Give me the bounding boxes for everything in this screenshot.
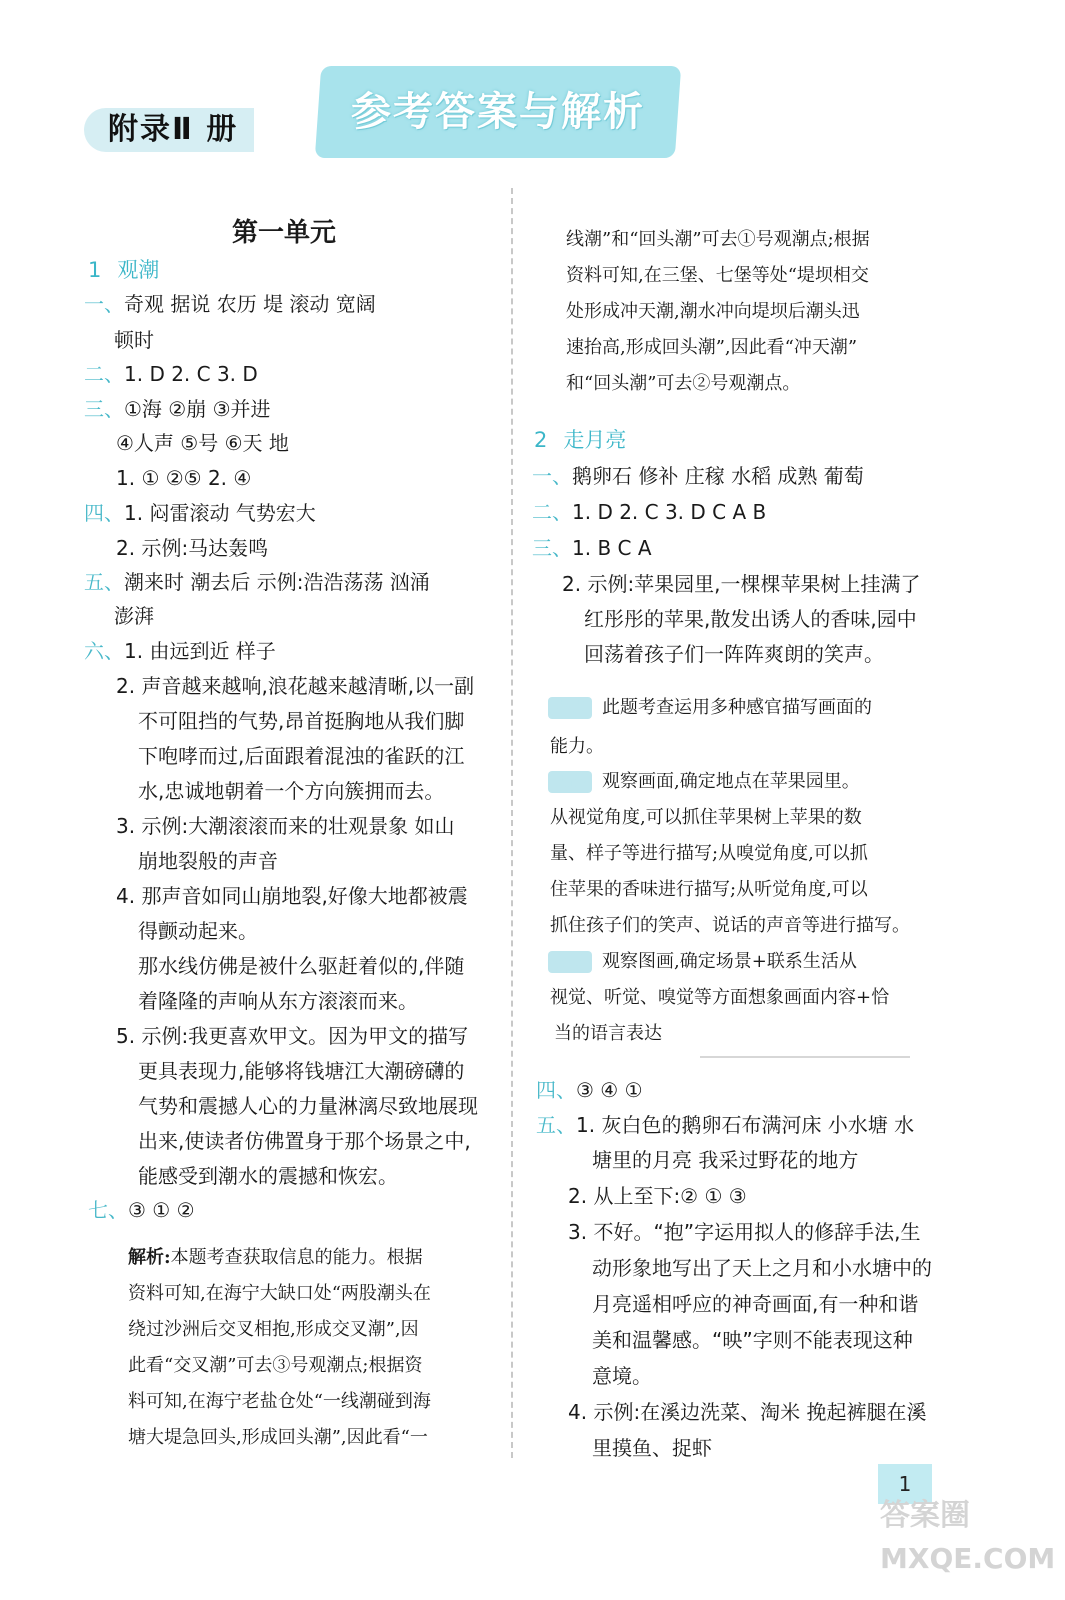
answer-line	[88, 1192, 195, 1228]
answer-text: ③ ④ ①	[576, 1078, 643, 1102]
answer-line: 2. 示例:苹果园里,一棵棵苹果树上挂满了	[562, 572, 921, 596]
lesson-title: 观潮	[117, 258, 160, 282]
note-line: 住苹果的香味进行描写;从听觉角度,可以	[550, 879, 868, 900]
gongshi-tag: 公式	[548, 951, 592, 973]
answer-line: 意境。	[592, 1364, 652, 1388]
answer-text: 鹅卵石 修补 庄稼 水稻 成熟 葡萄	[572, 464, 864, 488]
analysis-line	[128, 1240, 423, 1276]
note-line	[548, 690, 872, 726]
answer-line: 顿时	[114, 328, 154, 352]
section-mark: 七、	[88, 1198, 128, 1222]
answer-line	[532, 530, 652, 566]
section-mark: 三、	[532, 536, 572, 560]
note-text: 观察画面,确定地点在苹果园里。	[602, 771, 860, 792]
answer-line	[532, 458, 864, 494]
answer-line: 红彤彤的苹果,散发出诱人的香味,园中	[584, 607, 917, 631]
answer-line	[84, 356, 258, 392]
banner-title: 参考答案与解析	[351, 89, 645, 135]
answer-line: 不可阻挡的气势,昂首挺胸地从我们脚	[138, 709, 465, 733]
answer-line: 那水线仿佛是被什么驱赶着似的,伴随	[138, 954, 465, 978]
unit-title: 第一单元	[231, 218, 336, 248]
analysis-line: 资料可知,在海宁大缺口处“两股潮头在	[128, 1283, 431, 1304]
note-line: 能力。	[550, 736, 604, 757]
answer-line	[84, 564, 430, 600]
answer-line: 着隆隆的声响从东方滚滚而来。	[138, 989, 418, 1013]
lesson-heading	[534, 424, 626, 454]
analysis-line: 绕过沙洲后交叉相抱,形成交叉潮”,因	[128, 1319, 419, 1340]
analysis-label: 解析:	[128, 1247, 171, 1268]
answer-text: ①海 ②崩 ③并进	[124, 397, 271, 421]
answer-line: 3. 示例:大潮滚滚而来的壮观景象 如山	[116, 814, 455, 838]
analysis-line: 和“回头潮”可去②号观潮点。	[566, 373, 801, 394]
note-line	[548, 764, 860, 800]
answer-text: 1. D 2. C 3. D C A B	[572, 500, 767, 524]
answer-line: 更具表现力,能够将钱塘江大潮磅礴的	[138, 1059, 465, 1083]
answer-line: 崩地裂般的声音	[138, 849, 278, 873]
note-line: 视觉、听觉、嗅觉等方面想象画面内容+恰	[550, 987, 890, 1008]
appendix-label: 附录Ⅱ 册	[108, 112, 239, 147]
section-mark: 三、	[84, 397, 124, 421]
answer-line	[536, 1107, 914, 1143]
section-mark: 五、	[84, 570, 124, 594]
divider-rule	[700, 1056, 910, 1058]
answer-line: 5. 示例:我更喜欢甲文。因为甲文的描写	[116, 1024, 469, 1048]
note-line: 当的语言表达	[554, 1023, 662, 1044]
note-line	[548, 944, 857, 980]
lesson-number: 1	[88, 258, 102, 282]
analysis-line: 处形成冲天潮,潮水冲向堤坝后潮头迅	[566, 301, 860, 322]
answer-line	[532, 494, 766, 530]
answer-text: 潮来时 潮去后 示例:浩浩荡荡 汹涌	[124, 570, 430, 594]
section-mark: 六、	[84, 639, 124, 663]
answer-text: 1. D 2. C 3. D	[124, 362, 258, 386]
note-line: 抓住孩子们的笑声、说话的声音等进行描写。	[550, 915, 910, 936]
answer-line: 下咆哮而过,后面跟着混浊的雀跃的江	[138, 744, 465, 768]
watermark-logo: 答案圈	[880, 1498, 970, 1533]
kaodian-tag: 考点	[548, 697, 592, 719]
silu-tag: 思路	[548, 771, 592, 793]
answer-text: 1. 灰白色的鹅卵石布满河床 小水塘 水	[576, 1113, 915, 1137]
answer-text: 奇观 据说 农历 堤 滚动 宽阔	[124, 292, 376, 316]
answer-line: 美和温馨感。“映”字则不能表现这种	[592, 1328, 913, 1352]
answer-line: 澎湃	[114, 604, 154, 628]
answer-text: 1. 由远到近 样子	[124, 639, 276, 663]
section-mark: 一、	[532, 464, 572, 488]
answer-line: 出来,使读者仿佛置身于那个场景之中,	[138, 1129, 471, 1153]
section-mark: 一、	[84, 292, 124, 316]
answer-line: 3. 不好。“抱”字运用拟人的修辞手法,生	[568, 1220, 921, 1244]
lesson-heading	[88, 254, 159, 284]
note-text: 观察图画,确定场景+联系生活从	[602, 951, 857, 972]
answer-text: 1. 闷雷滚动 气势宏大	[124, 501, 316, 525]
answer-line: 1. ① ②⑤ 2. ④	[116, 466, 252, 490]
answer-line: ④人声 ⑤号 ⑥天 地	[116, 431, 289, 455]
page-number: 1	[898, 1472, 912, 1496]
answer-line: 里摸鱼、捉虾	[592, 1436, 712, 1460]
answer-line	[84, 495, 316, 531]
answer-text: 1. B C A	[572, 536, 652, 560]
section-mark: 二、	[84, 362, 124, 386]
answer-text: ③ ① ②	[128, 1198, 195, 1222]
lesson-number: 2	[534, 428, 548, 452]
answer-line: 能感受到潮水的震撼和恢宏。	[138, 1164, 398, 1188]
answer-line	[84, 286, 376, 322]
answer-line: 4. 那声音如同山崩地裂,好像大地都被震	[116, 884, 468, 908]
section-mark: 二、	[532, 500, 572, 524]
section-mark: 五、	[536, 1113, 576, 1137]
answer-line: 气势和震撼人心的力量淋漓尽致地展现	[138, 1094, 478, 1118]
note-text: 此题考查运用多种感官描写画面的	[602, 697, 873, 718]
answer-line: 4. 示例:在溪边洗菜、淘米 挽起裤腿在溪	[568, 1400, 927, 1424]
answer-line: 得颤动起来。	[138, 919, 258, 943]
analysis-line: 此看“交叉潮”可去③号观潮点;根据资	[128, 1355, 423, 1376]
analysis-line: 料可知,在海宁老盐仓处“一线潮碰到海	[128, 1391, 431, 1412]
note-line: 量、样子等进行描写;从嗅觉角度,可以抓	[550, 843, 868, 864]
section-mark: 四、	[84, 501, 124, 525]
column-divider	[511, 188, 513, 1458]
answer-line: 2. 声音越来越响,浪花越来越清晰,以一副	[116, 674, 475, 698]
watermark-url: MXQE.COM	[880, 1542, 1056, 1575]
answer-line: 塘里的月亮 我采过野花的地方	[592, 1148, 859, 1172]
answer-line	[84, 633, 276, 669]
answer-line: 水,忠诚地朝着一个方向簇拥而去。	[138, 779, 445, 803]
analysis-line: 资料可知,在三堡、七堡等处“堤坝相交	[566, 265, 869, 286]
answer-line: 动形象地写出了天上之月和小水塘中的	[592, 1256, 932, 1280]
answer-line: 2. 示例:马达轰鸣	[116, 536, 269, 560]
answer-line	[84, 391, 271, 427]
answer-line: 回荡着孩子们一阵阵爽朗的笑声。	[584, 642, 884, 666]
answer-line: 2. 从上至下:② ① ③	[568, 1184, 747, 1208]
answer-line	[536, 1072, 643, 1108]
lesson-title: 走月亮	[563, 428, 627, 452]
section-mark: 四、	[536, 1078, 576, 1102]
note-line: 从视觉角度,可以抓住苹果树上苹果的数	[550, 807, 862, 828]
analysis-line: 塘大堤急回头,形成回头潮”,因此看“一	[128, 1427, 428, 1448]
answer-line: 月亮遥相呼应的神奇画面,有一种和谐	[592, 1292, 919, 1316]
analysis-text: 本题考查获取信息的能力。根据	[170, 1247, 423, 1268]
analysis-line: 线潮”和“回头潮”可去①号观潮点;根据	[566, 229, 870, 250]
analysis-line: 速抬高,形成回头潮”,因此看“冲天潮”	[566, 337, 858, 358]
